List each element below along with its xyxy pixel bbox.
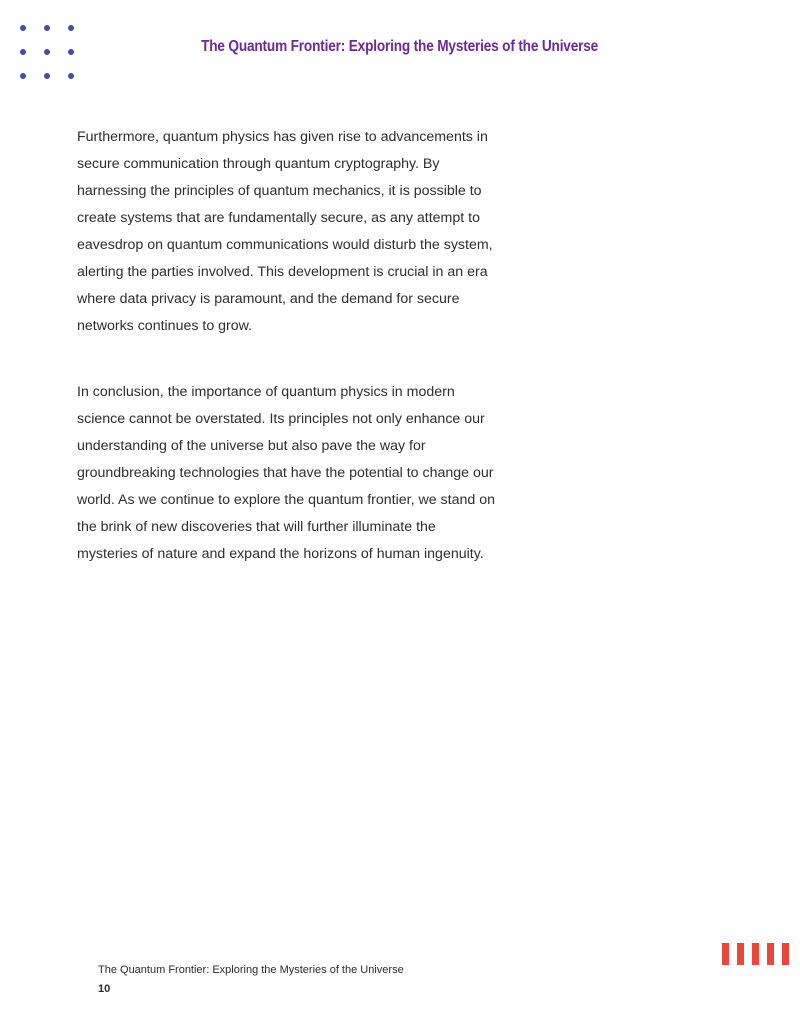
dot-icon xyxy=(68,73,74,79)
paragraph: In conclusion, the importance of quantum physics in modern science cannot be overstated. Its principles not only enhance our understanding of the universe but also pave the way for groundbreaking technologies that have the potential to change our world. As we continue to explore the quantum frontier, we stand on the brink of new discoveries that will further illuminate the mysteries of nature and expand the horizons of human ingenuity. xyxy=(77,384,495,562)
dot-icon xyxy=(68,25,74,31)
dot-icon xyxy=(20,73,26,79)
page-title xyxy=(0,38,800,56)
decorative-bars xyxy=(722,943,789,965)
bar-icon xyxy=(782,943,789,965)
dot-icon xyxy=(20,25,26,31)
bar-icon xyxy=(752,943,759,965)
paragraph: Furthermore, quantum physics has given rise to advancements in secure communication through quantum cryptography. By harnessing the principles of quantum mechanics, it is possible to create systems that are fundamentally secure, as any attempt to eavesdrop on quantum communications would disturb the system, alerting the parties involved. This development is crucial in an era where data privacy is paramount, and the demand for secure networks continues to grow. xyxy=(77,129,493,334)
body-text xyxy=(77,124,497,607)
page-number: 10 xyxy=(98,983,111,995)
dot-icon xyxy=(44,25,50,31)
dot-icon xyxy=(44,73,50,79)
footer-title: The Quantum Frontier: Exploring the Mysteries of the Universe xyxy=(98,964,404,976)
page-title-text: The Quantum Frontier: Exploring the Mysteries of the Universe xyxy=(201,38,599,55)
bar-icon xyxy=(767,943,774,965)
bar-icon xyxy=(722,943,729,965)
bar-icon xyxy=(737,943,744,965)
